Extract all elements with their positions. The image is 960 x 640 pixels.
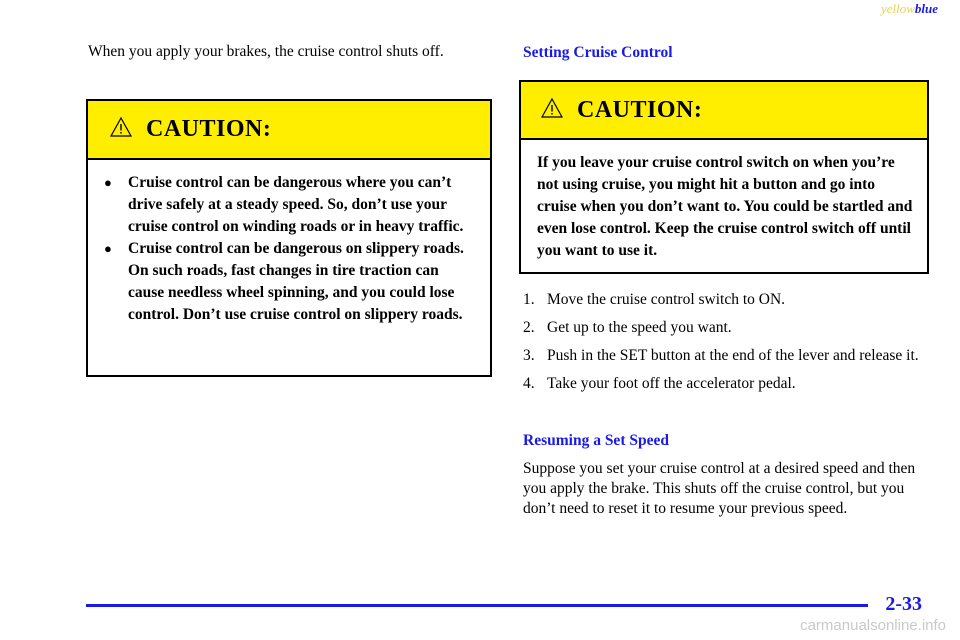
steps-list (523, 290, 923, 402)
page-number: 2-33 (885, 593, 922, 615)
section-title: Setting Cruise Control (523, 44, 673, 61)
step-number: 4. (523, 375, 535, 392)
blue-label: blue (914, 1, 938, 16)
list-item (523, 346, 923, 366)
caution-title: CAUTION: (146, 116, 272, 142)
step-text: Get up to the speed you want. (547, 319, 732, 336)
step-text: Push in the SET button at the end of the lever and release it. (547, 347, 919, 364)
step-text: Move the cruise control switch to ON. (547, 291, 786, 308)
list-item (523, 374, 923, 394)
watermark: carmanualsonline.info (800, 617, 946, 634)
caution-text: If you leave your cruise control switch on when you’re not using cruise, you might hit a button and go into cruise when you don’t want to. You could be startled and even lose control. Keep the cruise control switch off until you want to use it. (537, 154, 913, 259)
list-item (523, 290, 923, 310)
subsection-title: Resuming a Set Speed (523, 432, 669, 449)
step-number: 2. (523, 319, 535, 336)
caution-bullet-text: Cruise control can be dangerous on slippery roads. On such roads, fast changes in tire traction can cause needless wheel spinning, and you could lose control. Don’t use cruise control on slippery roads. (128, 240, 464, 323)
caution-bullet (102, 172, 470, 238)
step-text: Take your foot off the accelerator pedal. (547, 375, 796, 392)
bullet-dot-icon: ● (104, 241, 112, 256)
caution-body (88, 160, 490, 326)
caution-bullet (102, 238, 470, 326)
caution-box-left (86, 99, 492, 377)
caution-header (88, 101, 490, 160)
footer-rule (86, 604, 868, 607)
yellow-label: yellow (880, 1, 915, 16)
list-item (523, 318, 923, 338)
step-number: 1. (523, 291, 535, 308)
caution-bullet-text: Cruise control can be dangerous where you can’t drive safely at a steady speed. So, don’t use your cruise control on winding roads or in heavy traffic. (128, 174, 464, 235)
step-number: 3. (523, 347, 535, 364)
bullet-dot-icon: ● (104, 175, 112, 190)
caution-header (521, 82, 927, 140)
intro-paragraph: When you apply your brakes, the cruise control shuts off. (88, 43, 444, 60)
caution-box-right (519, 80, 929, 274)
warning-triangle-icon (110, 116, 132, 143)
color-key-mark (881, 1, 938, 17)
body-paragraph: Suppose you set your cruise control at a desired speed and then you apply the brake. This shuts off the cruise control, but you don’t need to reset it to resume your previous speed. (523, 460, 916, 517)
caution-title: CAUTION: (577, 96, 703, 123)
warning-triangle-icon (541, 97, 563, 124)
